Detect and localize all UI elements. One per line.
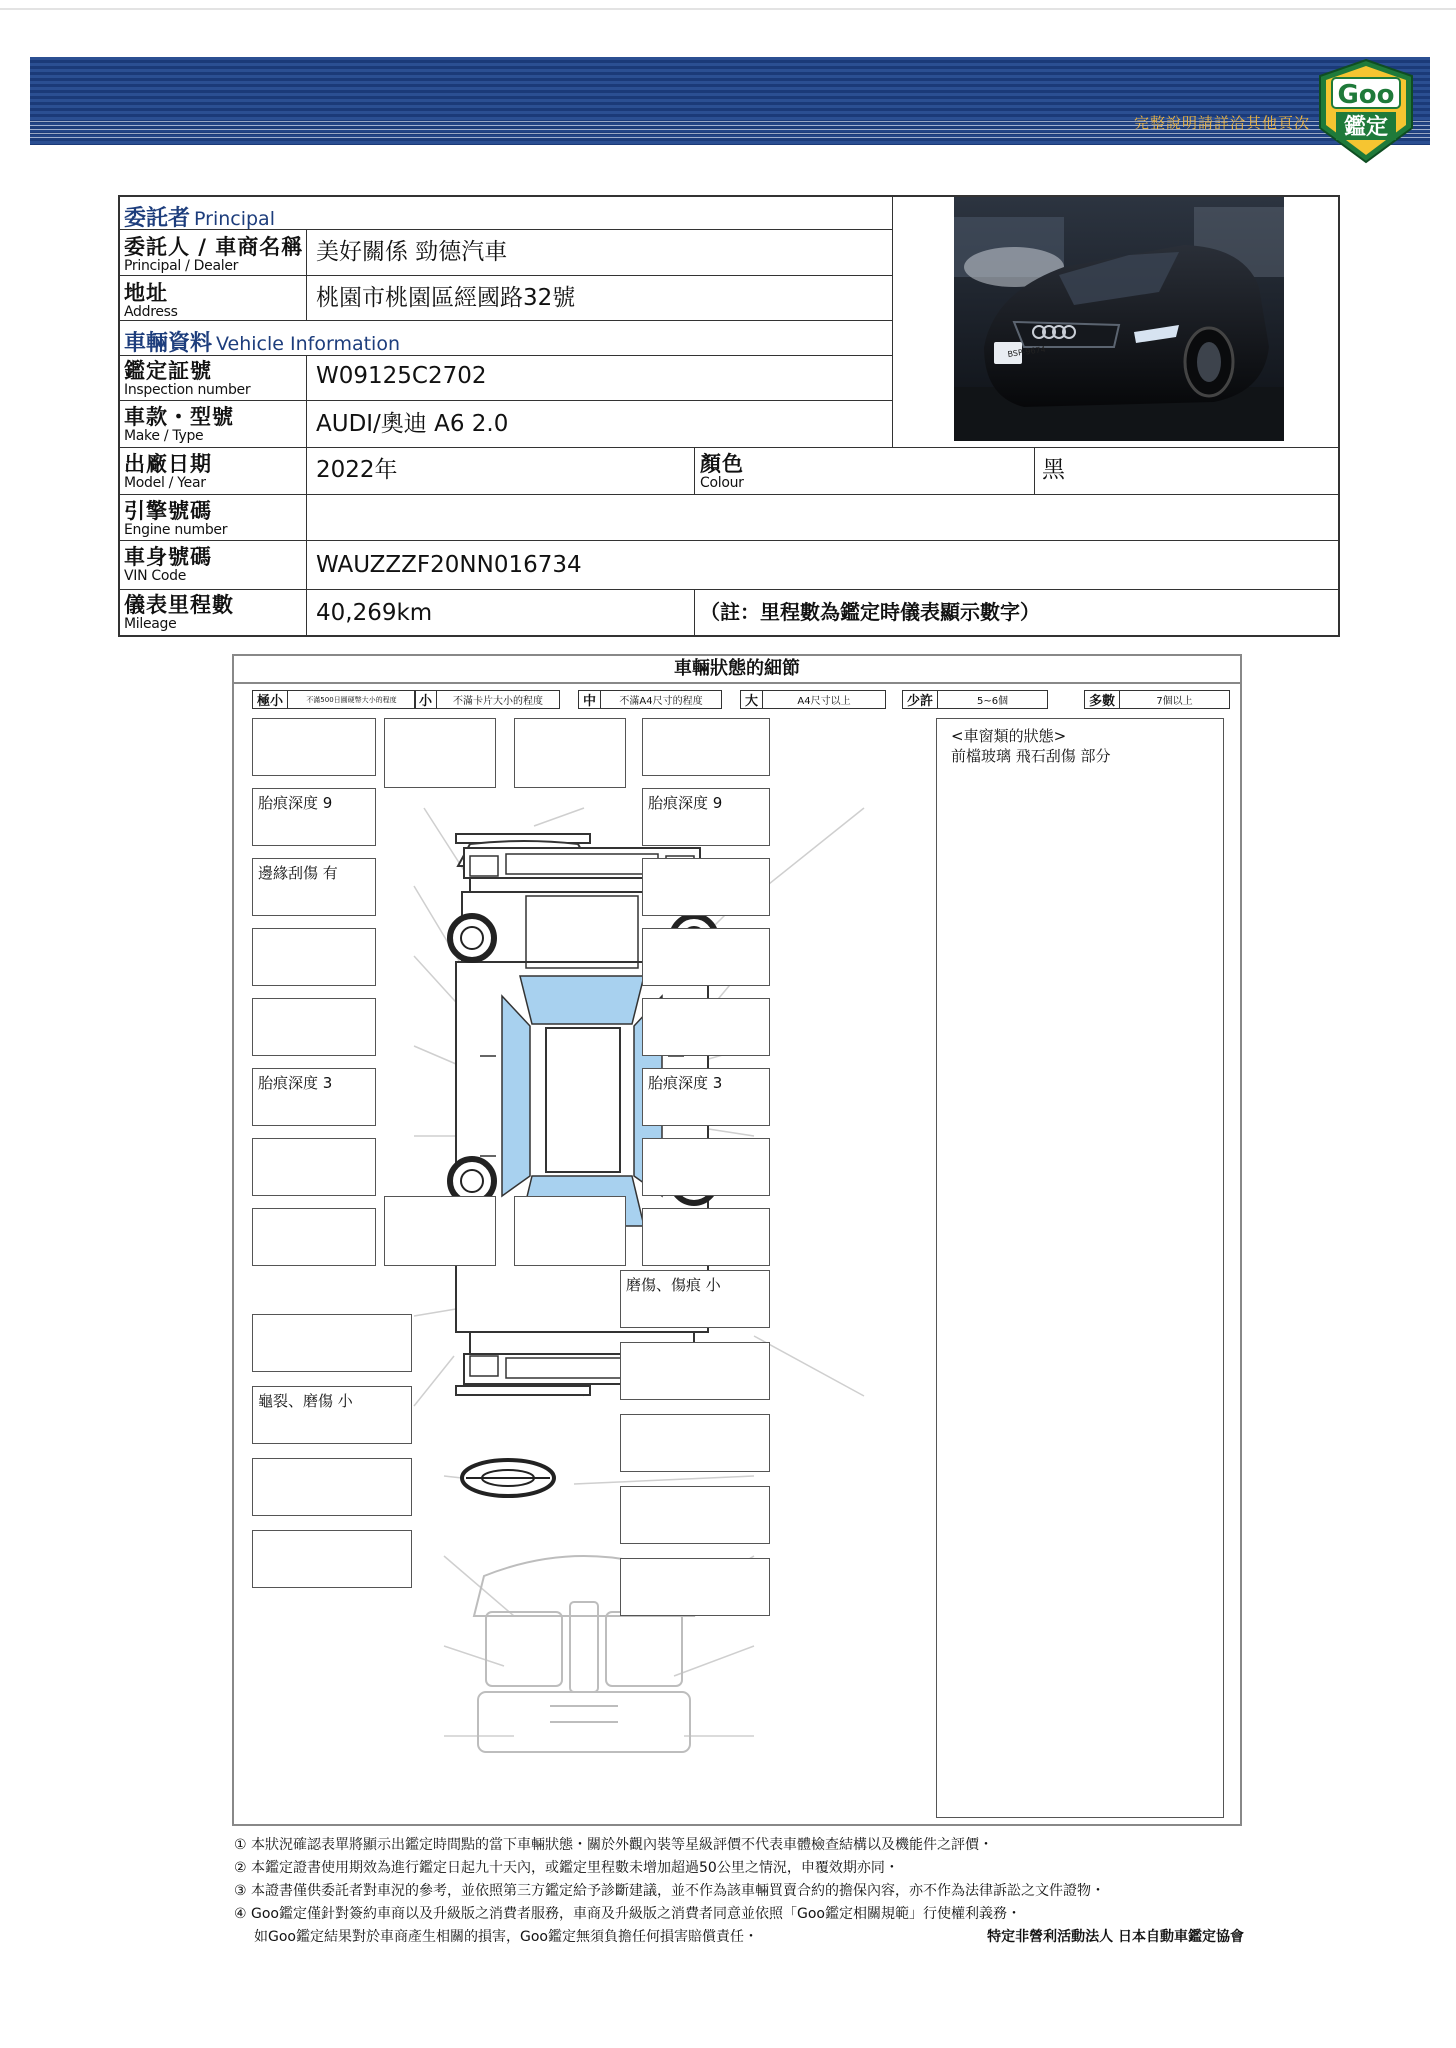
note-4: ④ Goo鑑定僅針對簽約車商以及升級版之消費者服務，車商及升級版之消費者同意並依照「Goo鑑定相關規範」行使權利義務・ xyxy=(234,1906,1021,1922)
tire-fr-box: 胎痕深度 9 xyxy=(642,788,770,846)
top-rule xyxy=(0,8,1456,10)
dealer-label: 委託人 / 車商名稱 Principal / Dealer xyxy=(124,235,304,274)
tire-rl-box: 胎痕深度 3 xyxy=(252,1068,376,1126)
damage-box xyxy=(620,1486,770,1544)
banner-note: 完整說明請詳洽其他頁次 xyxy=(1133,114,1310,132)
damage-box xyxy=(252,1208,376,1266)
tire-rr-box: 胎痕深度 3 xyxy=(642,1068,770,1126)
legend-item: 極小 不滿500日圓硬幣大小的程度 xyxy=(252,690,416,709)
window-condition-title: <車窗類的狀態> xyxy=(951,727,1067,745)
year-label: 出廠日期 Model / Year xyxy=(124,452,212,491)
legend-item: 小 不滿卡片大小的程度 xyxy=(414,690,560,709)
interior-left-box: 龜裂、磨傷 小 xyxy=(252,1386,412,1444)
mileage-value: 40,269km xyxy=(316,600,433,626)
colour-label: 顏色 Colour xyxy=(700,452,744,491)
damage-box xyxy=(252,718,376,776)
make-label: 車款・型號 Make / Type xyxy=(124,405,234,444)
edge-scratch-box: 邊緣刮傷 有 xyxy=(252,858,376,916)
damage-box xyxy=(620,1558,770,1616)
address-label: 地址 Address xyxy=(124,281,178,320)
note-2: ② 本鑑定證書使用期效為進行鑑定日起九十天內，或鑑定里程數未增加超過50公里之情況，申覆效期亦同・ xyxy=(234,1860,899,1876)
damage-box xyxy=(620,1414,770,1472)
damage-box xyxy=(642,718,770,776)
legend-item: 中 不滿A4尺寸的程度 xyxy=(578,690,722,709)
legend-item: 多數 7個以上 xyxy=(1084,690,1230,709)
note-1: ① 本狀況確認表單將顯示出鑑定時間點的當下車輛狀態・關於外觀內裝等星級評價不代表車體檢查結構以及機能件之評價・ xyxy=(234,1837,993,1853)
interior-right-box: 磨傷、傷痕 小 xyxy=(620,1270,770,1328)
svg-text:Goo: Goo xyxy=(1337,80,1395,110)
damage-box xyxy=(642,928,770,986)
damage-box xyxy=(384,718,496,788)
damage-box xyxy=(514,1196,626,1266)
damage-box xyxy=(252,1530,412,1588)
damage-box xyxy=(642,858,770,916)
mileage-label: 儀表里程數 Mileage xyxy=(124,593,234,632)
damage-box xyxy=(620,1342,770,1400)
damage-box xyxy=(252,1458,412,1516)
car-photo xyxy=(954,197,1284,441)
damage-box xyxy=(252,998,376,1056)
damage-box xyxy=(642,1208,770,1266)
steering-wheel-icon xyxy=(462,1460,554,1496)
damage-box xyxy=(642,998,770,1056)
goo-logo-icon xyxy=(1314,58,1418,166)
vehicle-section-title: 車輛資料 Vehicle Information xyxy=(124,331,400,356)
mileage-note: （註：里程數為鑑定時儀表顯示數字） xyxy=(700,600,1040,624)
condition-title: 車輛狀態的細節 xyxy=(234,656,1240,684)
note-3: ③ 本證書僅供委託者對車況的參考，並依照第三方鑑定給予診斷建議，並不作為該車輛買賣合約的擔保內容，亦不作為法律訴訟之文件證物・ xyxy=(234,1883,1105,1899)
vin-value: WAUZZZF20NN016734 xyxy=(316,552,582,578)
issuer: 特定非營利活動法人 日本自動車鑑定協會 xyxy=(987,1929,1244,1945)
colour-value: 黑 xyxy=(1042,457,1065,483)
engine-label: 引擎號碼 Engine number xyxy=(124,499,228,538)
damage-box xyxy=(252,1314,412,1372)
dealer-value: 美好關係 勁德汽車 xyxy=(316,239,508,265)
legend-item: 少許 5~6個 xyxy=(902,690,1048,709)
tire-fl-box: 胎痕深度 9 xyxy=(252,788,376,846)
window-condition-text: 前檔玻璃 飛石刮傷 部分 xyxy=(951,747,1111,765)
address-value: 桃園市桃園區經國路32號 xyxy=(316,285,576,311)
damage-box xyxy=(642,1138,770,1196)
header-banner xyxy=(30,57,1430,145)
footer-notes xyxy=(234,1834,1244,1949)
legend-item: 大 A4尺寸以上 xyxy=(740,690,886,709)
window-condition-panel xyxy=(936,718,1224,1818)
inspection-value: W09125C2702 xyxy=(316,363,487,389)
damage-box xyxy=(252,928,376,986)
damage-box xyxy=(384,1196,496,1266)
year-value: 2022年 xyxy=(316,457,398,483)
vin-label: 車身號碼 VIN Code xyxy=(124,545,212,584)
condition-panel xyxy=(232,654,1242,1826)
principal-section-title: 委託者 Principal xyxy=(124,206,275,231)
inspection-label: 鑑定証號 Inspection number xyxy=(124,359,251,398)
note-5: 如Goo鑑定結果對於車商產生相關的損害，Goo鑑定無須負擔任何損害賠償責任・ xyxy=(254,1929,758,1945)
svg-text:鑑定: 鑑定 xyxy=(1343,115,1389,140)
damage-box xyxy=(514,718,626,788)
damage-box xyxy=(252,1138,376,1196)
svg-text:BSP-9674: BSP-9674 xyxy=(1007,344,1047,359)
make-value: AUDI/奧迪 A6 2.0 xyxy=(316,411,509,437)
